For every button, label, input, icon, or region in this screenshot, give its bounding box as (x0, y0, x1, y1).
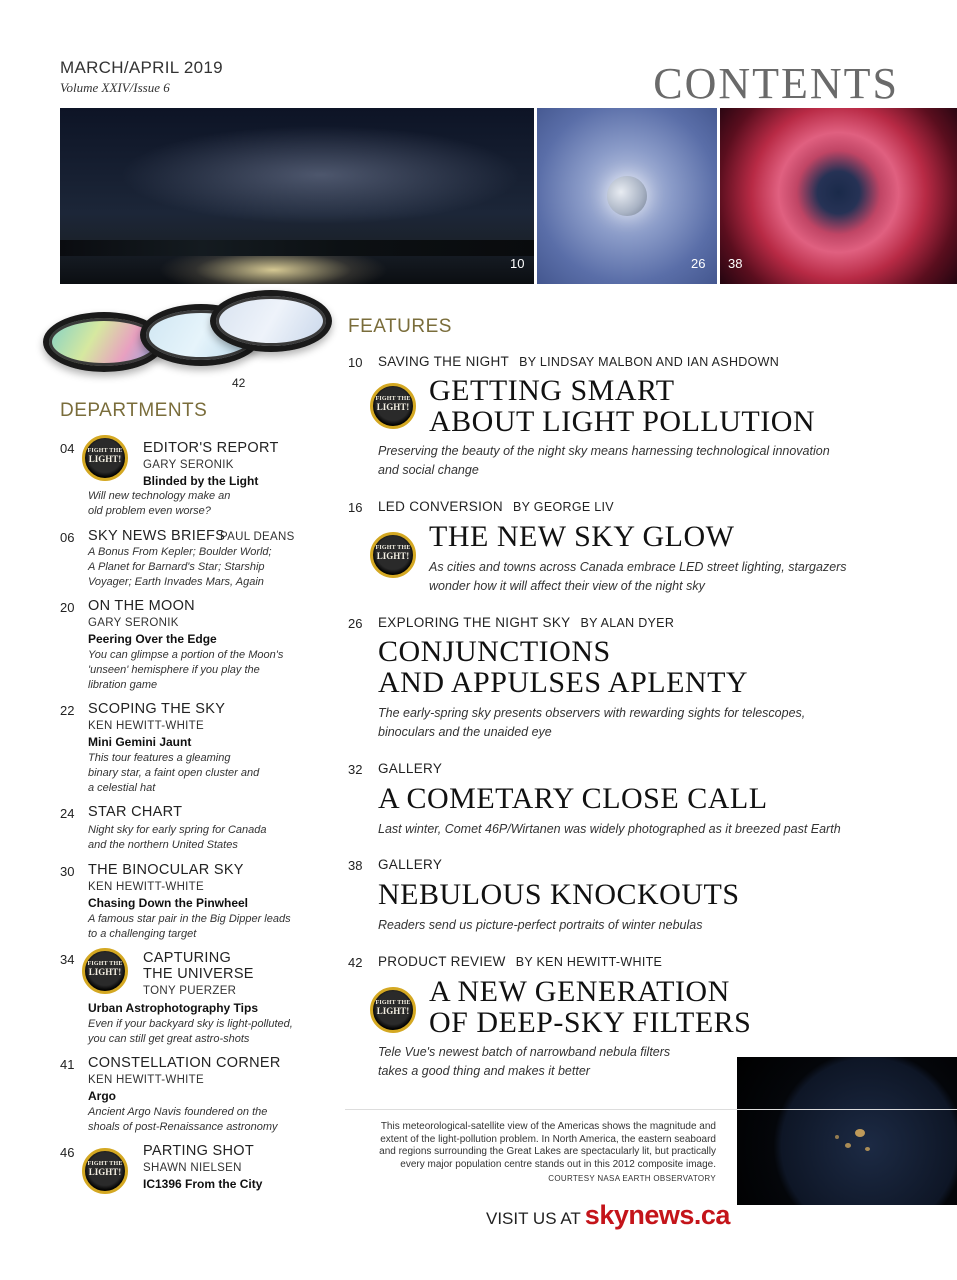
website-promo: VISIT US AT skynews.ca (486, 1200, 730, 1230)
page-number: 26 (348, 616, 363, 631)
feature-byline: BY ALAN DYER (580, 616, 675, 630)
department-author: GARY SERONIK (88, 617, 179, 629)
department-desc: Will new technology make an (88, 490, 231, 502)
department-author: TONY PUERZER (143, 985, 237, 997)
department-title: SCOPING THE SKY (88, 701, 226, 717)
feature-kicker: GALLERY (378, 857, 443, 872)
milky-way-photo (60, 108, 534, 284)
feature-desc: Readers send us picture-perfect portraits of winter nebulas (378, 918, 703, 932)
department-desc: This tour features a gleaming (88, 752, 231, 764)
page-number: 10 (348, 355, 363, 370)
nebula-photo (720, 108, 957, 284)
earth-night-photo (737, 1057, 957, 1205)
department-title: SKY NEWS BRIEFS (88, 528, 226, 544)
department-desc: Voyager; Earth Invades Mars, Again (88, 576, 264, 588)
department-desc: and the northern United States (88, 839, 238, 851)
department-subtitle: IC1396 From the City (143, 1177, 263, 1191)
filters-photo (35, 290, 335, 375)
photo-page-label: 10 (510, 256, 525, 271)
feature-kicker: LED CONVERSION BY GEORGE LIV (378, 499, 614, 514)
page-title: CONTENTS (653, 59, 899, 108)
page-number: 38 (348, 858, 363, 873)
page-number: 06 (60, 530, 75, 545)
department-author: SHAWN NIELSEN (143, 1162, 242, 1174)
department-desc: Night sky for early spring for Canada (88, 824, 267, 836)
page-number: 32 (348, 762, 363, 777)
feature-title-line2: ABOUT LIGHT POLLUTION (429, 405, 816, 438)
feature-desc: Preserving the beauty of the night sky means harnessing technological innovation (378, 444, 830, 458)
department-title: PARTING SHOT (143, 1143, 255, 1159)
department-subtitle: Blinded by the Light (143, 474, 259, 488)
feature-byline: BY GEORGE LIV (512, 500, 614, 514)
department-subtitle: Mini Gemini Jaunt (88, 735, 192, 749)
photo-page-label: 42 (232, 376, 246, 390)
feature-desc: Tele Vue's newest batch of narrowband nebula filters (378, 1045, 671, 1059)
department-title: ON THE MOON (88, 598, 195, 614)
divider (345, 1109, 957, 1110)
issue-volume: Volume XXIV/Issue 6 (60, 80, 170, 95)
department-desc: A Planet for Barnard's Star; Starship (88, 561, 265, 573)
department-desc: You can glimpse a portion of the Moon's (88, 649, 284, 661)
department-desc: a celestial hat (88, 782, 156, 794)
page-number: 20 (60, 600, 75, 615)
department-desc: Even if your backyard sky is light-polluted, (88, 1018, 293, 1030)
department-desc: you can still get great astro-shots (88, 1033, 250, 1045)
page-number: 42 (348, 955, 363, 970)
city-lights (835, 1135, 839, 1139)
fight-the-light-badge: FIGHT THE LIGHT! (370, 532, 416, 578)
feature-title: GETTING SMART (429, 374, 675, 407)
website-link[interactable]: skynews.ca (584, 1200, 730, 1230)
moon-disc (607, 176, 647, 216)
department-subtitle: Urban Astrophotography Tips (88, 1001, 259, 1015)
fight-the-light-badge: FIGHT THE LIGHT! (82, 435, 128, 481)
feature-byline: BY LINDSAY MALBON AND IAN ASHDOWN (519, 355, 780, 369)
department-title: CONSTELLATION CORNER (88, 1055, 281, 1071)
department-desc: A famous star pair in the Big Dipper leads (88, 913, 291, 925)
feature-title: NEBULOUS KNOCKOUTS (378, 878, 740, 911)
feature-kicker: PRODUCT REVIEW BY KEN HEWITT-WHITE (378, 954, 663, 969)
department-title: CAPTURING (143, 950, 232, 966)
page-number: 30 (60, 864, 75, 879)
page-number: 24 (60, 806, 75, 821)
page-number: 46 (60, 1145, 75, 1160)
features-heading: FEATURES (348, 316, 452, 337)
feature-title: CONJUNCTIONS (378, 635, 611, 668)
department-author: PAUL DEANS (220, 531, 295, 543)
city-lights (855, 1129, 865, 1137)
department-author: GARY SERONIK (143, 459, 234, 471)
feature-desc: takes a good thing and makes it better (378, 1064, 590, 1078)
feature-desc: and social change (378, 463, 479, 477)
photo-page-label: 38 (728, 256, 743, 271)
feature-kicker: SAVING THE NIGHT BY LINDSAY MALBON AND IAN ASHDOWN (378, 354, 780, 369)
department-title: THE BINOCULAR SKY (88, 862, 244, 878)
fight-the-light-badge: FIGHT THE LIGHT! (370, 383, 416, 429)
department-desc: old problem even worse? (88, 505, 211, 517)
department-subtitle: Peering Over the Edge (88, 632, 217, 646)
department-desc: Ancient Argo Navis foundered on the (88, 1106, 268, 1118)
fight-the-light-badge: FIGHT THE LIGHT! (82, 1148, 128, 1194)
feature-title-line2: OF DEEP-SKY FILTERS (429, 1006, 752, 1039)
page-number: 41 (60, 1057, 75, 1072)
moon-photo (537, 108, 717, 284)
feature-title: A NEW GENERATION (429, 975, 730, 1008)
department-desc: shoals of post-Renaissance astronomy (88, 1121, 278, 1133)
photo-page-label: 26 (691, 256, 706, 271)
photo-caption: This meteorological-satellite view of the Americas shows the magnitude and extent of the light-pollution problem. In North America, the eastern seaboard and regions surrounding the Great Lakes are spectacularly lit, but practically every major population centre stands out in this 2012 composite image. (379, 1121, 716, 1170)
issue-date: MARCH/APRIL 2019 (60, 58, 223, 77)
feature-desc: The early-spring sky presents observers with rewarding sights for telescopes, (378, 706, 806, 720)
department-desc: libration game (88, 679, 158, 691)
department-author: KEN HEWITT-WHITE (88, 881, 204, 893)
department-desc: 'unseen' hemisphere if you play the (88, 664, 260, 676)
feature-desc: wonder how it will affect their view of the night sky (429, 579, 705, 593)
page-number: 16 (348, 500, 363, 515)
department-author: KEN HEWITT-WHITE (88, 720, 204, 732)
feature-title-line2: AND APPULSES APLENTY (378, 666, 749, 699)
department-title: EDITOR'S REPORT (143, 440, 279, 456)
feature-desc: Last winter, Comet 46P/Wirtanen was widely photographed as it breezed past Earth (378, 822, 841, 836)
city-lights (845, 1143, 851, 1148)
departments-heading: DEPARTMENTS (60, 400, 208, 421)
city-lights (865, 1147, 870, 1151)
department-desc: to a challenging target (88, 928, 197, 940)
feature-desc: As cities and towns across Canada embrace LED street lighting, stargazers (429, 560, 847, 574)
feature-kicker: EXPLORING THE NIGHT SKY BY ALAN DYER (378, 615, 675, 630)
feature-desc: binoculars and the unaided eye (378, 725, 552, 739)
fight-the-light-badge: FIGHT THE LIGHT! (82, 948, 128, 994)
department-title: STAR CHART (88, 804, 183, 820)
page-number: 04 (60, 441, 75, 456)
department-desc: binary star, a faint open cluster and (88, 767, 260, 779)
department-subtitle: Chasing Down the Pinwheel (88, 896, 249, 910)
department-subtitle: Argo (88, 1089, 116, 1103)
fight-the-light-badge: FIGHT THE LIGHT! (370, 987, 416, 1033)
feature-byline: BY KEN HEWITT-WHITE (515, 955, 663, 969)
page-number: 22 (60, 703, 75, 718)
filter-ring (210, 290, 332, 352)
department-author: KEN HEWITT-WHITE (88, 1074, 204, 1086)
feature-title: THE NEW SKY GLOW (429, 520, 735, 553)
feature-title: A COMETARY CLOSE CALL (378, 782, 768, 815)
department-title-line2: THE UNIVERSE (143, 966, 254, 982)
page-number: 34 (60, 952, 75, 967)
department-desc: A Bonus From Kepler; Boulder World; (88, 546, 272, 558)
photo-credit: COURTESY NASA EARTH OBSERVATORY (548, 1174, 716, 1183)
feature-kicker: GALLERY (378, 761, 443, 776)
